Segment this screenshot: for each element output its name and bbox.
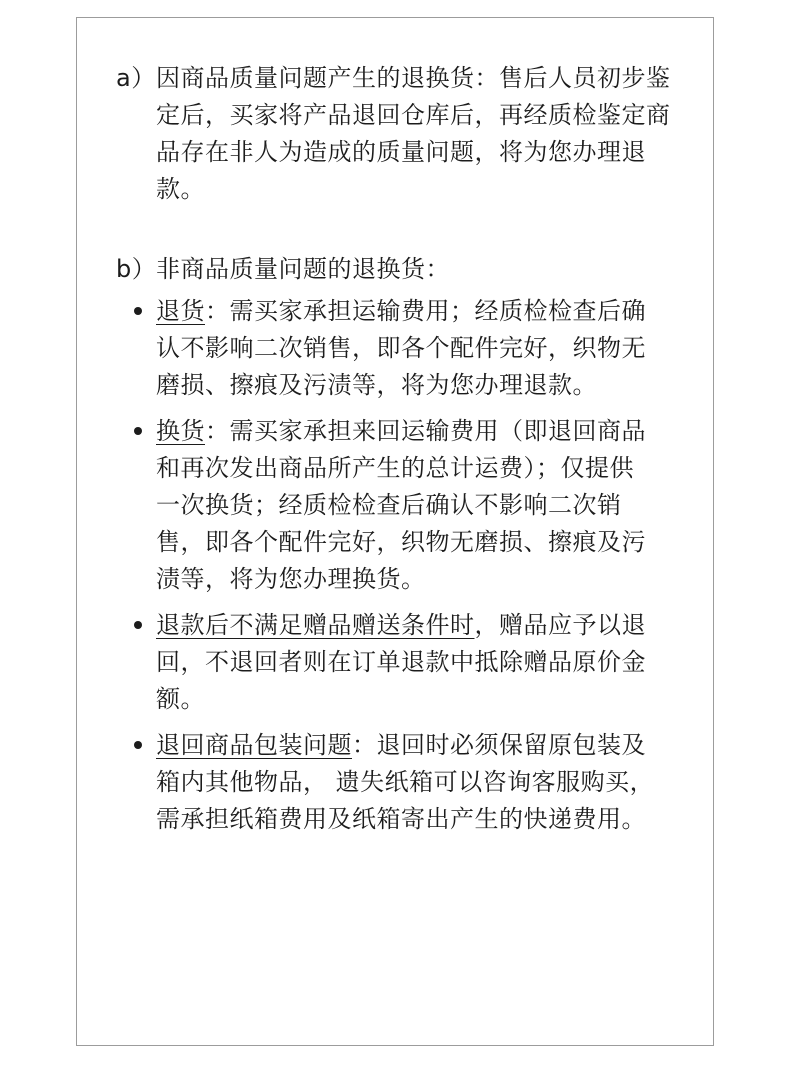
list-item-return <box>134 293 658 404</box>
term-exchange: 换货 <box>156 417 205 445</box>
list-item-gift <box>134 607 658 718</box>
section-b-marker: b） <box>116 255 157 283</box>
section-a-text: 因商品质量问题产生的退换货：售后人员初步鉴定后，买家将产品退回仓库后，再经质检鉴定商品存在非人为造成的质量问题，将为您办理退款。 <box>156 64 671 203</box>
term-packaging: 退回商品包装问题 <box>156 731 352 759</box>
bullet-dot-icon <box>134 741 142 749</box>
bullet-dot-icon <box>134 621 142 629</box>
section-b-heading: 非商品质量问题的退换货： <box>156 255 450 283</box>
text-packaging: ：退回时必须保留原包装及箱内其他物品， 遗失纸箱可以咨询客服购买，需承担纸箱费用及纸箱寄出产生的快递费用。 <box>156 731 655 833</box>
bullet-dot-icon <box>134 427 142 435</box>
text-gift: ，赠品应予以退回，不退回者则在订单退款中抵除赠品原价金额。 <box>156 611 646 713</box>
section-b-list <box>134 293 658 838</box>
list-item-packaging <box>134 727 658 838</box>
bullet-dot-icon <box>134 307 142 315</box>
section-a-marker: a） <box>116 64 156 92</box>
list-item-exchange <box>134 413 658 598</box>
term-gift: 退款后不满足赠品赠送条件时 <box>156 611 475 639</box>
text-return: ：需买家承担运输费用；经质检检查后确认不影响二次销售，即各个配件完好，织物无磨损、擦痕及污渍等，将为您办理退款。 <box>156 297 646 399</box>
return-policy-content <box>116 60 676 838</box>
text-exchange: ：需买家承担来回运输费用（即退回商品和再次发出商品所产生的总计运费）；仅提供一次换货；经质检检查后确认不影响二次销售，即各个配件完好，织物无磨损、擦痕及污渍等，将为您办理换货。 <box>156 417 646 593</box>
term-return: 退货 <box>156 297 205 325</box>
section-b <box>116 251 676 288</box>
section-a <box>116 60 676 208</box>
